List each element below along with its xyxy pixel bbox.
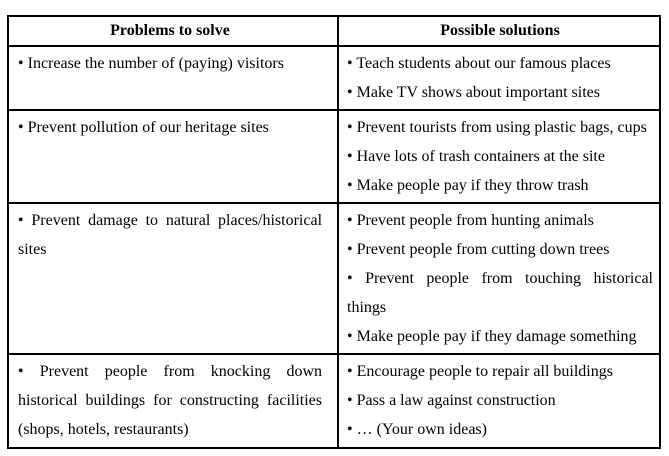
problems-header-cell	[9, 17, 339, 45]
bullet-glyph: •	[347, 177, 353, 194]
bullet-glyph: •	[18, 363, 24, 380]
bullet-glyph: •	[347, 328, 353, 345]
bullet-item	[347, 357, 653, 386]
item-text: Prevent tourists from using plastic bags, cups	[356, 119, 647, 136]
bullet-glyph: •	[18, 55, 24, 72]
item-text: Prevent people from cutting down trees	[356, 241, 610, 258]
header-row	[9, 17, 659, 47]
bullet-glyph: •	[18, 119, 24, 136]
bullet-item	[347, 322, 653, 351]
bullet-item	[18, 206, 322, 264]
bullet-item	[347, 386, 653, 415]
item-text: Have lots of trash containers at the site	[356, 148, 605, 165]
solutions-cell	[339, 111, 659, 202]
table-row	[9, 355, 659, 447]
item-text: Prevent people from touching historical things	[347, 270, 654, 316]
bullet-glyph: •	[347, 363, 353, 380]
bullet-item	[347, 264, 653, 322]
bullet-glyph: •	[347, 119, 353, 136]
solutions-cell	[339, 355, 659, 447]
bullet-item	[347, 142, 653, 171]
problems-cell	[9, 111, 339, 202]
solutions-cell	[339, 47, 659, 109]
table-row	[9, 204, 659, 355]
problems-header-label: Problems to solve	[110, 22, 230, 39]
item-text: Pass a law against construction	[356, 392, 556, 409]
bullet-glyph: •	[347, 241, 353, 258]
problems-cell	[9, 355, 339, 447]
bullet-item	[347, 415, 653, 444]
bullet-item	[18, 357, 322, 444]
item-text: Increase the number of (paying) visitors	[27, 55, 284, 72]
solutions-cell	[339, 204, 659, 353]
bullet-item	[347, 78, 653, 107]
bullet-glyph: •	[347, 84, 353, 101]
bullet-item	[347, 113, 653, 142]
bullet-glyph: •	[18, 212, 24, 229]
bullet-glyph: •	[347, 270, 353, 287]
item-text: Make TV shows about important sites	[356, 84, 600, 101]
bullet-glyph: •	[347, 148, 353, 165]
bullet-item	[347, 235, 653, 264]
bullet-item	[347, 49, 653, 78]
bullet-item	[347, 206, 653, 235]
item-text: Prevent pollution of our heritage sites	[27, 119, 269, 136]
table-row	[9, 47, 659, 111]
table-row	[9, 111, 659, 204]
item-text: Prevent damage to natural places/historical sites	[18, 212, 323, 258]
bullet-item	[18, 113, 322, 142]
bullet-glyph: •	[347, 421, 353, 438]
solutions-header-cell	[339, 17, 659, 45]
solutions-header-label: Possible solutions	[440, 22, 560, 39]
item-text: Encourage people to repair all buildings	[356, 363, 613, 380]
item-text: Prevent people from hunting animals	[356, 212, 594, 229]
item-text: Prevent people from knocking down historical buildings for constructing facilities (shops, hotels, restaurants)	[18, 363, 323, 438]
problems-cell	[9, 47, 339, 109]
item-text: … (Your own ideas)	[356, 421, 487, 438]
bullet-glyph: •	[347, 212, 353, 229]
item-text: Teach students about our famous places	[356, 55, 611, 72]
bullet-glyph: •	[347, 392, 353, 409]
bullet-item	[18, 49, 322, 78]
item-text: Make people pay if they damage something	[356, 328, 637, 345]
item-text: Make people pay if they throw trash	[356, 177, 589, 194]
bullet-glyph: •	[347, 55, 353, 72]
bullet-item	[347, 171, 653, 200]
problems-cell	[9, 204, 339, 353]
problems-solutions-table	[7, 15, 661, 449]
